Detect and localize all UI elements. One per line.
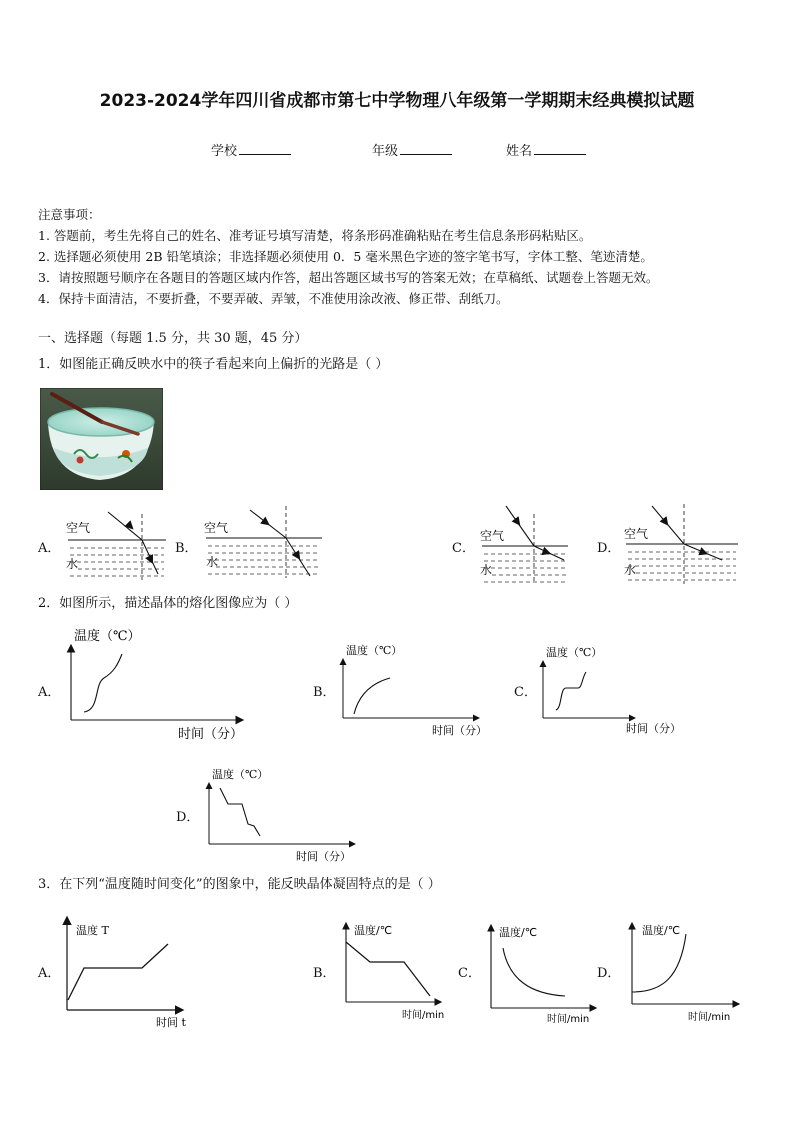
note-item: 4．保持卡面清洁，不要折叠，不要弄破、弄皱，不准使用涂改液、修正带、刮纸刀。 [38,291,509,306]
q2-graph-a [64,624,264,746]
q3-graph-b [340,918,464,1024]
q3-graph-c [485,918,601,1028]
x-axis-label: 时间 t [156,1016,186,1029]
water-label: 水 [480,563,493,577]
q3-option-b[interactable]: B． [313,966,336,981]
school-label: 学校 [211,144,238,159]
x-axis-label: 时间（分） [626,722,681,735]
q3-option-d[interactable]: D． [597,966,621,981]
y-axis-label: 温度/℃ [354,924,393,937]
q2-option-d[interactable]: D． [176,810,200,825]
q2-graph-b [338,640,498,740]
q3-option-c[interactable]: C． [458,966,481,981]
bowl-chopstick-photo [40,388,163,490]
q1-option-b[interactable]: B． [175,541,198,556]
air-label: 空气 [204,521,229,535]
x-axis-label: 时间（分） [296,850,351,863]
x-axis-label: 时间（分） [178,727,244,742]
section-heading: 一、选择题（每题 1.5 分，共 30 题，45 分） [38,331,308,346]
y-axis-label: 温度/℃ [642,924,681,937]
q2-graph-c [538,642,698,740]
y-axis-label: 温度 T [76,924,109,937]
question-1-text: 1．如图能正确反映水中的筷子看起来向上偏折的光路是（ ） [38,357,389,372]
y-axis-label: 温度（℃） [346,644,403,657]
q1-diagram-a [60,506,172,582]
q1-diagram-d [620,500,740,584]
q2-option-a[interactable]: A． [38,685,61,700]
note-item: 2. 选择题必须使用 2B 铅笔填涂；非选择题必须使用 0．5 毫米黑色字迹的签字笔书写，字体工整、笔迹清楚。 [38,249,653,264]
notes-block [38,204,658,309]
y-axis-label: 温度（℃） [546,646,603,659]
y-axis-label: 温度（℃） [212,768,269,781]
q2-option-c[interactable]: C． [514,685,537,700]
name-label: 姓名 [506,144,533,159]
air-label: 空气 [624,527,649,541]
note-item: 1. 答题前，考生先将自己的姓名、准考证号填写清楚，将条形码准确粘贴在考生信息条形码粘贴区。 [38,228,592,243]
air-label: 空气 [480,529,505,543]
q2-option-b[interactable]: B． [313,685,336,700]
air-label: 空气 [66,521,91,535]
note-item: 3．请按照题号顺序在各题目的答题区域内作答，超出答题区域书写的答案无效；在草稿纸、试题卷上答题无效。 [38,270,659,285]
x-axis-label: 时间/min [547,1014,590,1025]
q1-option-d[interactable]: D． [597,541,621,556]
name-field[interactable] [506,140,586,159]
q3-option-a[interactable]: A． [38,966,61,981]
y-axis-label: 温度/℃ [499,926,538,939]
page-title: 2023-2024学年四川省成都市第七中学物理八年级第一学期期末经典模拟试题 [99,91,695,111]
grade-label: 年级 [372,144,399,159]
notes-heading: 注意事项： [38,207,101,222]
x-axis-label: 时间（分） [432,724,487,737]
question-2-text: 2．如图所示，描述晶体的熔化图像应为（ ） [38,596,298,611]
x-axis-label: 时间/min [688,1012,731,1023]
q3-graph-a [60,910,200,1032]
school-field[interactable] [211,140,291,159]
q1-option-a[interactable]: A． [38,541,61,556]
y-axis-label: 温度（℃） [74,629,141,644]
q1-diagram-b [198,500,326,580]
q3-graph-d [628,918,744,1026]
water-label: 水 [624,563,637,577]
q1-option-c[interactable]: C． [452,541,475,556]
grade-field[interactable] [372,140,452,159]
water-label: 水 [66,557,79,571]
q2-graph-d [204,764,374,864]
x-axis-label: 时间/min [402,1010,445,1021]
q1-diagram-c [476,502,572,584]
water-label: 水 [206,555,219,569]
question-3-text: 3．在下列“温度随时间变化”的图象中，能反映晶体凝固特点的是（ ） [38,877,441,892]
